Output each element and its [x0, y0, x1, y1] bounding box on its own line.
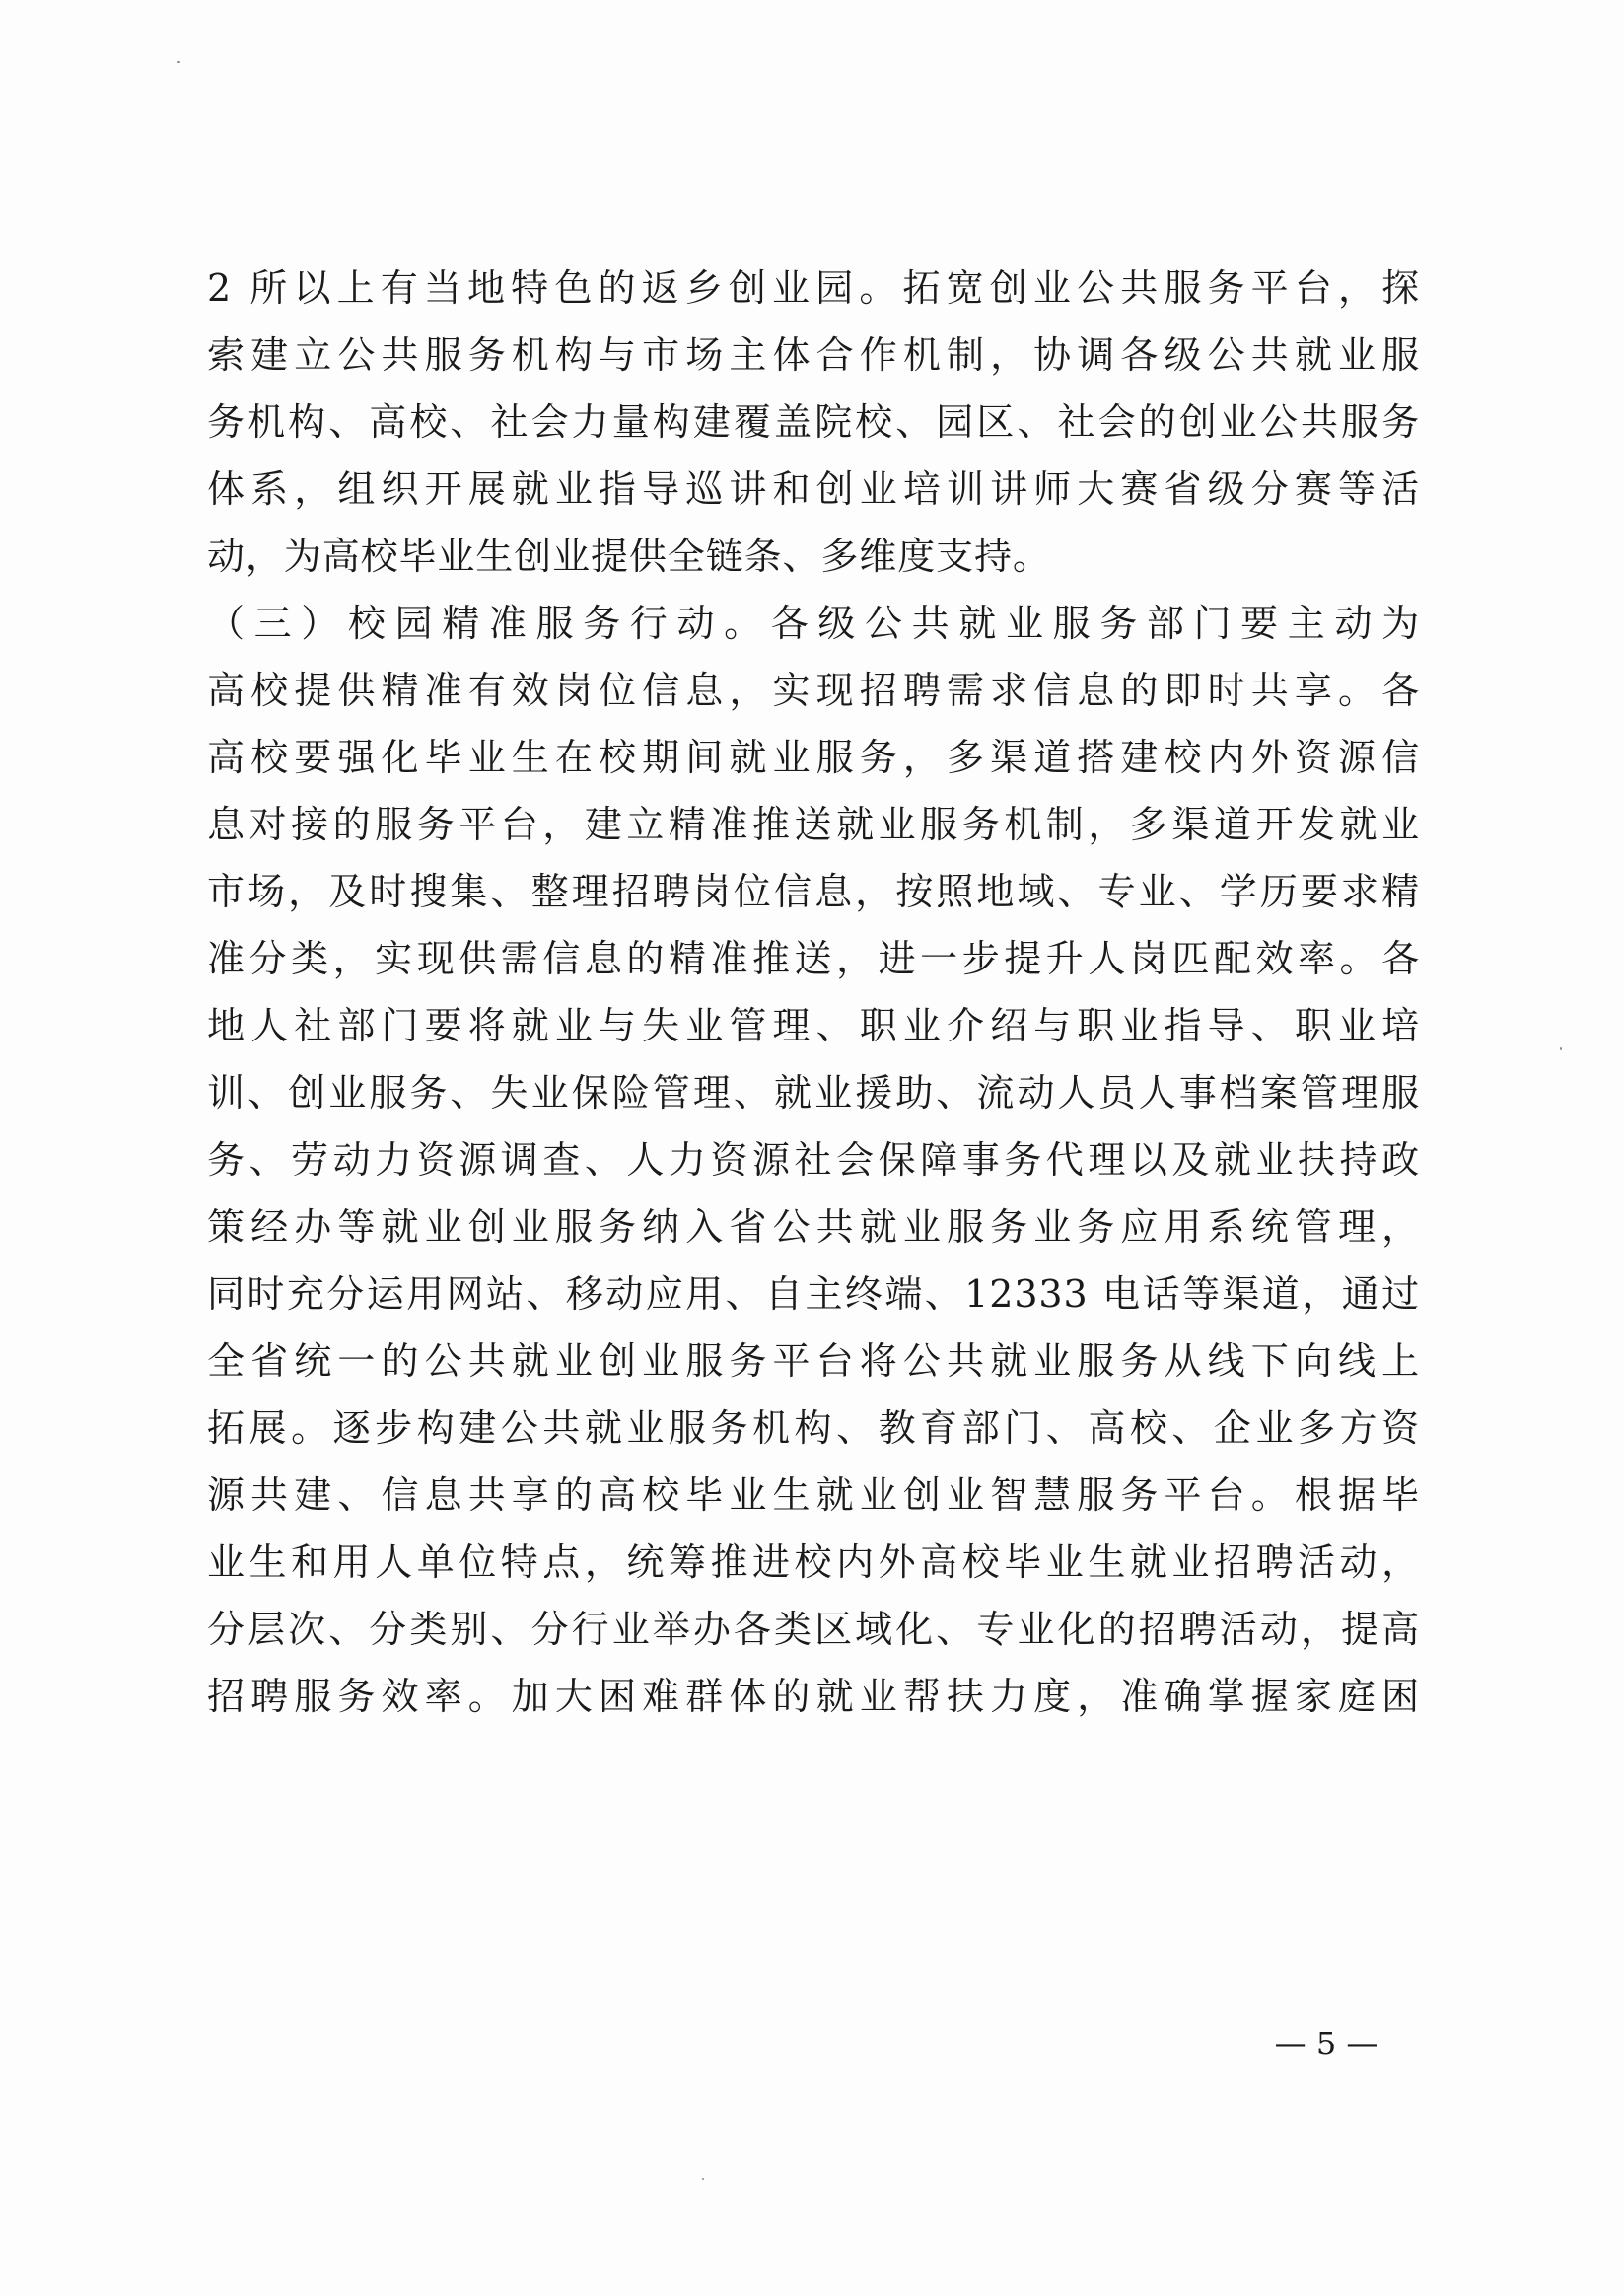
- text-line: 体系，组织开展就业指导巡讲和创业培训讲师大赛省级分赛等活: [207, 467, 1420, 511]
- text-line: 地人社部门要将就业与失业管理、职业介绍与职业指导、职业培: [207, 1004, 1420, 1047]
- scan-speck: [177, 61, 180, 63]
- text-line: 源共建、信息共享的高校毕业生就业创业智慧服务平台。根据毕: [207, 1473, 1420, 1517]
- text-line: 市场，及时搜集、整理招聘岗位信息，按照地域、专业、学历要求精: [207, 870, 1420, 913]
- page-number: — 5 —: [1274, 2025, 1378, 2062]
- text-line: 准分类，实现供需信息的精准推送，进一步提升人岗匹配效率。各: [207, 937, 1420, 980]
- text-line: 2 所以上有当地特色的返乡创业园。拓宽创业公共服务平台，探: [207, 266, 1420, 310]
- text-line: 拓展。逐步构建公共就业服务机构、教育部门、高校、企业多方资: [207, 1406, 1420, 1450]
- text-line: 策经办等就业创业服务纳入省公共就业服务业务应用系统管理，: [207, 1205, 1420, 1249]
- section-heading-line: （三）校园精准服务行动。各级公共就业服务部门要主动为: [207, 602, 1420, 645]
- text-line: 训、创业服务、失业保险管理、就业援助、流动人员人事档案管理服: [207, 1071, 1420, 1114]
- text-line: 招聘服务效率。加大困难群体的就业帮扶力度，准确掌握家庭困: [207, 1675, 1420, 1718]
- text-line: 高校要强化毕业生在校期间就业服务，多渠道搭建校内外资源信: [207, 736, 1420, 779]
- text-line: 同时充分运用网站、移动应用、自主终端、12333 电话等渠道，通过: [207, 1272, 1420, 1316]
- text-line: 务、劳动力资源调查、人力资源社会保障事务代理以及就业扶持政: [207, 1138, 1420, 1182]
- text-line: 高校提供精准有效岗位信息，实现招聘需求信息的即时共享。各: [207, 669, 1420, 712]
- scan-speck: [1560, 1047, 1562, 1050]
- text-line: 息对接的服务平台，建立精准推送就业服务机制，多渠道开发就业: [207, 803, 1420, 846]
- body-text: [207, 254, 1420, 1730]
- text-line: 全省统一的公共就业创业服务平台将公共就业服务从线下向线上: [207, 1339, 1420, 1383]
- text-line: 分层次、分类别、分行业举办各类区域化、专业化的招聘活动，提高: [207, 1608, 1420, 1651]
- text-line: 动，为高校毕业生创业提供全链条、多维度支持。: [207, 535, 1051, 578]
- text-line: 索建立公共服务机构与市场主体合作机制，协调各级公共就业服: [207, 333, 1420, 377]
- text-line: 业生和用人单位特点，统筹推进校内外高校毕业生就业招聘活动，: [207, 1541, 1420, 1584]
- scan-speck: [702, 2178, 704, 2180]
- text-line: 务机构、高校、社会力量构建覆盖院校、园区、社会的创业公共服务: [207, 400, 1420, 444]
